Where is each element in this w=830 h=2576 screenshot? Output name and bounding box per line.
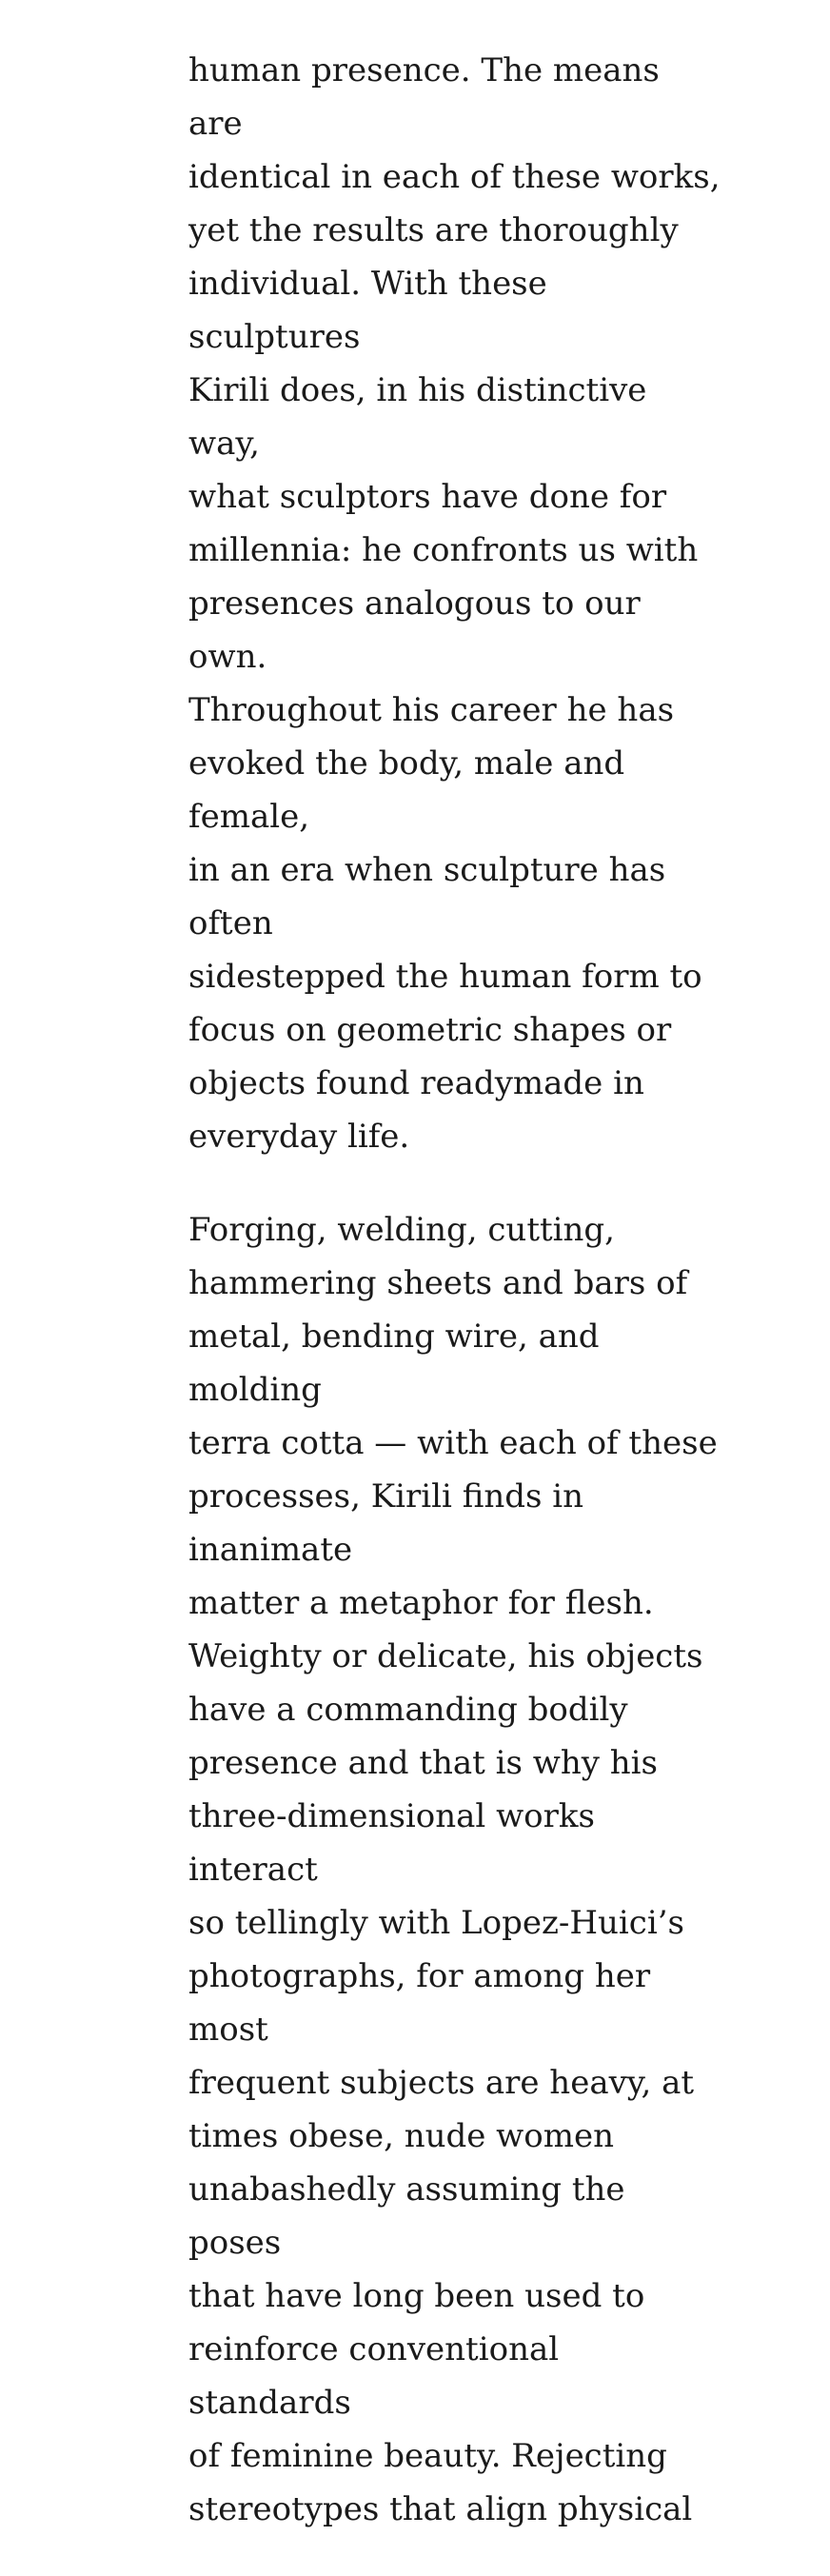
article-paragraph-1: human presence. The means are identical in each of these works, yet the results are thoroughly individual. With these sculptures Kirili does, in his distinctive way, what sculptors have done for millennia: he confronts us with presences analogous to our own. Throughout his career he has evoked the body, male and female, in an era when sculpture has often sidestepped the human form to focus on geometric shapes or objects found readymade in everyday life. [188, 51, 721, 1156]
article-body [188, 44, 721, 2576]
article-paragraph-2: Forging, welding, cutting, hammering sheets and bars of metal, bending wire, and molding terra cotta — with each of these processes, Kirili finds in inanimate matter a metaphor for flesh. Weighty or delicate, his objects have a commanding bodily presence and that is why his three-dimensional works interact so tellingly with Lopez-Huici’s photographs, for among her most frequent subjects are heavy, at times obese, nude women unabashedly assuming the poses that have long been used to reinforce conventional standards of feminine beauty. Rejecting stereotypes that align physical [188, 1211, 718, 2528]
